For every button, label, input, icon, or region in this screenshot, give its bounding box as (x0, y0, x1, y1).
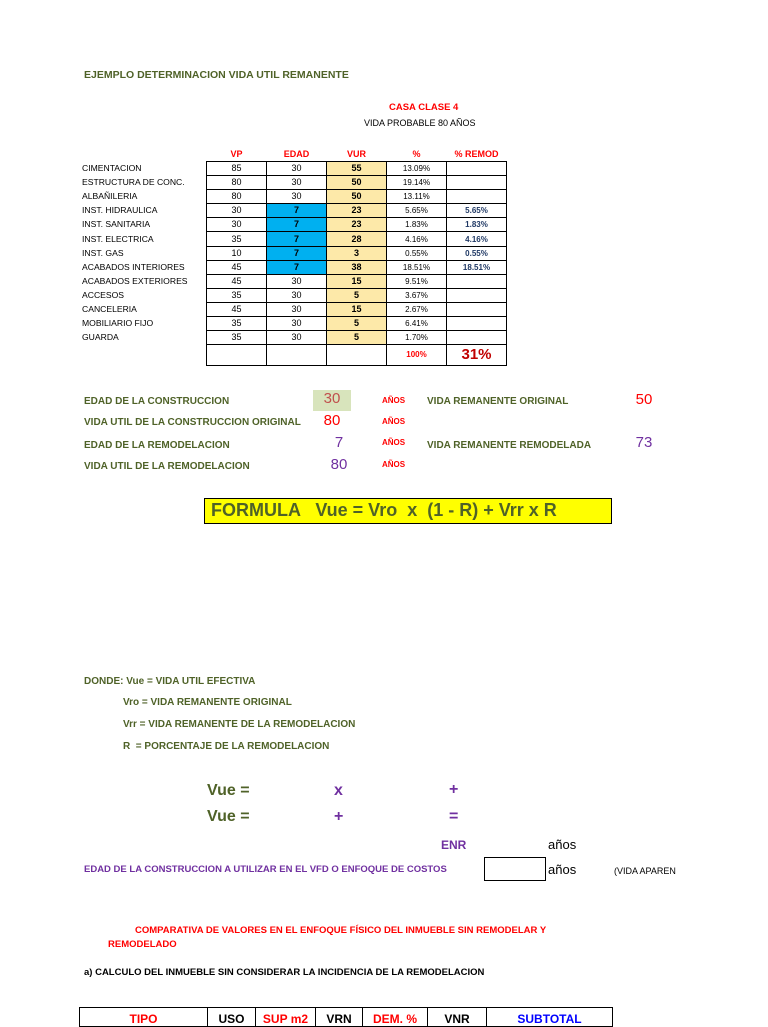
vida-util-remodelacion-value: 80 (330, 456, 348, 473)
cell-vur: 5 (327, 331, 387, 345)
cell-pct: 6.41% (387, 317, 447, 331)
cell-vur: 55 (327, 162, 387, 176)
cell-remod (447, 162, 507, 176)
header-vur: VUR (346, 149, 366, 159)
cell-pct: 5.65% (387, 204, 447, 218)
edad-utilizar-label: EDAD DE LA CONSTRUCCION A UTILIZAR EN EL VFD O ENFOQUE DE COSTOS (84, 864, 447, 875)
col-sup-m2: SUP m2 (256, 1008, 316, 1027)
cell-vur: 5 (327, 288, 387, 302)
header-edad: EDAD (283, 149, 310, 159)
op-plus-1: + (449, 781, 459, 798)
cell-pct: 13.11% (387, 190, 447, 204)
cell-vur: 50 (327, 190, 387, 204)
cell-vp: 80 (207, 176, 267, 190)
cell-remod: 4.16% (447, 232, 507, 246)
table-row (80, 204, 507, 218)
edad-remodelacion-label: EDAD DE LA REMODELACION (84, 440, 230, 451)
bottom-table (79, 1007, 613, 1027)
row-label: ALBAÑILERIA (82, 191, 138, 202)
cell-vp: 45 (207, 260, 267, 274)
formula-text: FORMULA Vue = Vro x (1 - R) + Vrr x R (211, 500, 557, 520)
header-remod: % REMOD (454, 149, 499, 159)
row-label: INST. SANITARIA (82, 219, 151, 230)
cell-pct: 18.51% (387, 260, 447, 274)
cell-vp: 80 (207, 190, 267, 204)
cell-pct: 2.67% (387, 302, 447, 316)
vue-label-1: Vue = (207, 782, 250, 799)
table-row (80, 162, 507, 176)
cell-edad: 7 (267, 218, 327, 232)
cell-vp: 35 (207, 331, 267, 345)
vida-util-original-value: 80 (323, 412, 341, 429)
total-remod: 31% (447, 345, 507, 366)
cell-vur: 15 (327, 274, 387, 288)
row-label: ESTRUCTURA DE CONC. (82, 177, 185, 188)
vida-aparente-label: (VIDA APAREN (614, 866, 676, 876)
cell-pct: 19.14% (387, 176, 447, 190)
cell-vur: 3 (327, 246, 387, 260)
vida-rem-original-label: VIDA REMANENTE ORIGINAL (427, 396, 569, 407)
donde-line-3: Vrr = VIDA REMANENTE DE LA REMODELACION (123, 719, 356, 730)
table-row (80, 246, 507, 260)
row-label: CIMENTACION (82, 163, 142, 174)
cell-remod: 18.51% (447, 260, 507, 274)
cell-pct: 9.51% (387, 274, 447, 288)
total-pct: 100% (387, 345, 447, 366)
row-label: INST. ELECTRICA (82, 233, 154, 244)
totals-row (80, 345, 507, 366)
table-row (80, 260, 507, 274)
cell-vur: 50 (327, 176, 387, 190)
donde-line-2: Vro = VIDA REMANENTE ORIGINAL (123, 697, 292, 708)
cell-edad: 30 (267, 317, 327, 331)
edad-remodelacion-value: 7 (334, 434, 344, 451)
cell-remod: 0.55% (447, 246, 507, 260)
cell-vur: 15 (327, 302, 387, 316)
cell-pct: 13.09% (387, 162, 447, 176)
row-label: ACABADOS INTERIORES (82, 261, 185, 272)
cell-pct: 1.70% (387, 331, 447, 345)
table-row (80, 218, 507, 232)
row-label: CANCELERIA (82, 303, 137, 314)
cell-edad: 30 (267, 190, 327, 204)
donde-line-1: DONDE: Vue = VIDA UTIL EFECTIVA (84, 676, 256, 687)
cell-edad: 7 (267, 246, 327, 260)
cell-vp: 30 (207, 218, 267, 232)
op-plus-2: + (334, 808, 344, 825)
cell-vp: 45 (207, 274, 267, 288)
cell-remod: 5.65% (447, 204, 507, 218)
edad-construccion-label: EDAD DE LA CONSTRUCCION (84, 396, 230, 407)
enr-label: ENR (441, 838, 467, 852)
comparativa-line-1: COMPARATIVA DE VALORES EN EL ENFOQUE FÍSICO DEL INMUEBLE SIN REMODELAR Y (135, 925, 547, 936)
cell-remod: 1.83% (447, 218, 507, 232)
vida-util-remodelacion-label: VIDA UTIL DE LA REMODELACION (84, 461, 250, 472)
col-dem: DEM. % (363, 1008, 428, 1027)
table-row (80, 190, 507, 204)
cell-vur: 38 (327, 260, 387, 274)
table-row (80, 232, 507, 246)
empty-cell (327, 345, 387, 366)
cell-vur: 23 (327, 218, 387, 232)
table-row (80, 331, 507, 345)
table-row (80, 317, 507, 331)
cell-pct: 4.16% (387, 232, 447, 246)
row-label: MOBILIARIO FIJO (82, 318, 154, 329)
edad-utilizar-input[interactable] (484, 857, 546, 881)
anos-label-4: AÑOS (382, 460, 406, 469)
row-label: INST. GAS (82, 247, 124, 258)
vue-label-2: Vue = (207, 808, 250, 825)
row-label: ACCESOS (82, 289, 125, 300)
vida-util-original-label: VIDA UTIL DE LA CONSTRUCCION ORIGINAL (84, 417, 301, 428)
donde-line-4: R = PORCENTAJE DE LA REMODELACION (123, 741, 330, 752)
vida-rem-remodelada-label: VIDA REMANENTE REMODELADA (427, 440, 592, 451)
table-row (80, 274, 507, 288)
header-vp: VP (230, 149, 243, 159)
cell-edad: 30 (267, 302, 327, 316)
op-times: x (334, 782, 343, 799)
comparativa-line-2: REMODELADO (108, 939, 177, 950)
cell-pct: 0.55% (387, 246, 447, 260)
row-label: INST. HIDRAULICA (82, 205, 158, 216)
cell-vp: 85 (207, 162, 267, 176)
formula-box (204, 498, 612, 524)
cell-edad: 30 (267, 162, 327, 176)
cell-vur: 5 (327, 317, 387, 331)
cell-vp: 45 (207, 302, 267, 316)
empty-cell (207, 345, 267, 366)
anos-calc-1: años (548, 837, 577, 852)
cell-remod (447, 331, 507, 345)
cell-edad: 30 (267, 274, 327, 288)
cell-pct: 1.83% (387, 218, 447, 232)
cell-edad: 7 (267, 204, 327, 218)
anos-calc-2: años (548, 862, 577, 877)
cell-vur: 28 (327, 232, 387, 246)
casa-clase: CASA CLASE 4 (389, 102, 459, 113)
page-title: EJEMPLO DETERMINACION VIDA UTIL REMANENTE (84, 69, 349, 81)
col-vnr: VNR (428, 1008, 487, 1027)
vida-rem-original-value: 50 (635, 391, 653, 408)
anos-label-3: AÑOS (382, 438, 406, 447)
cell-remod (447, 176, 507, 190)
anos-label-1: AÑOS (382, 396, 406, 405)
edad-construccion-value: 30 (323, 390, 341, 407)
cell-vur: 23 (327, 204, 387, 218)
cell-remod (447, 274, 507, 288)
row-label: GUARDA (82, 332, 119, 343)
cell-edad: 30 (267, 176, 327, 190)
cell-vp: 30 (207, 204, 267, 218)
header-pct: % (412, 149, 421, 159)
cell-remod (447, 190, 507, 204)
col-tipo: TIPO (80, 1008, 208, 1027)
col-subtotal: SUBTOTAL (487, 1008, 613, 1027)
cell-vp: 35 (207, 317, 267, 331)
anos-label-2: AÑOS (382, 417, 406, 426)
cell-edad: 7 (267, 260, 327, 274)
row-label: ACABADOS EXTERIORES (82, 275, 188, 286)
cell-edad: 30 (267, 331, 327, 345)
cell-vp: 10 (207, 246, 267, 260)
table-row (80, 288, 507, 302)
col-vrn: VRN (316, 1008, 363, 1027)
vida-probable: VIDA PROBABLE 80 AÑOS (364, 118, 476, 128)
cell-edad: 7 (267, 232, 327, 246)
cell-pct: 3.67% (387, 288, 447, 302)
col-uso: USO (208, 1008, 256, 1027)
cell-vp: 35 (207, 232, 267, 246)
cell-remod (447, 302, 507, 316)
comparativa-subtitle: a) CALCULO DEL INMUEBLE SIN CONSIDERAR LA INCIDENCIA DE LA REMODELACION (84, 967, 485, 978)
table-row (80, 302, 507, 316)
table-row (80, 176, 507, 190)
cell-remod (447, 317, 507, 331)
cell-vp: 35 (207, 288, 267, 302)
cell-edad: 30 (267, 288, 327, 302)
op-equals: = (449, 808, 459, 825)
empty-cell (80, 345, 207, 366)
empty-cell (267, 345, 327, 366)
components-table (80, 147, 507, 366)
cell-remod (447, 288, 507, 302)
vida-rem-remodelada-value: 73 (635, 434, 653, 451)
